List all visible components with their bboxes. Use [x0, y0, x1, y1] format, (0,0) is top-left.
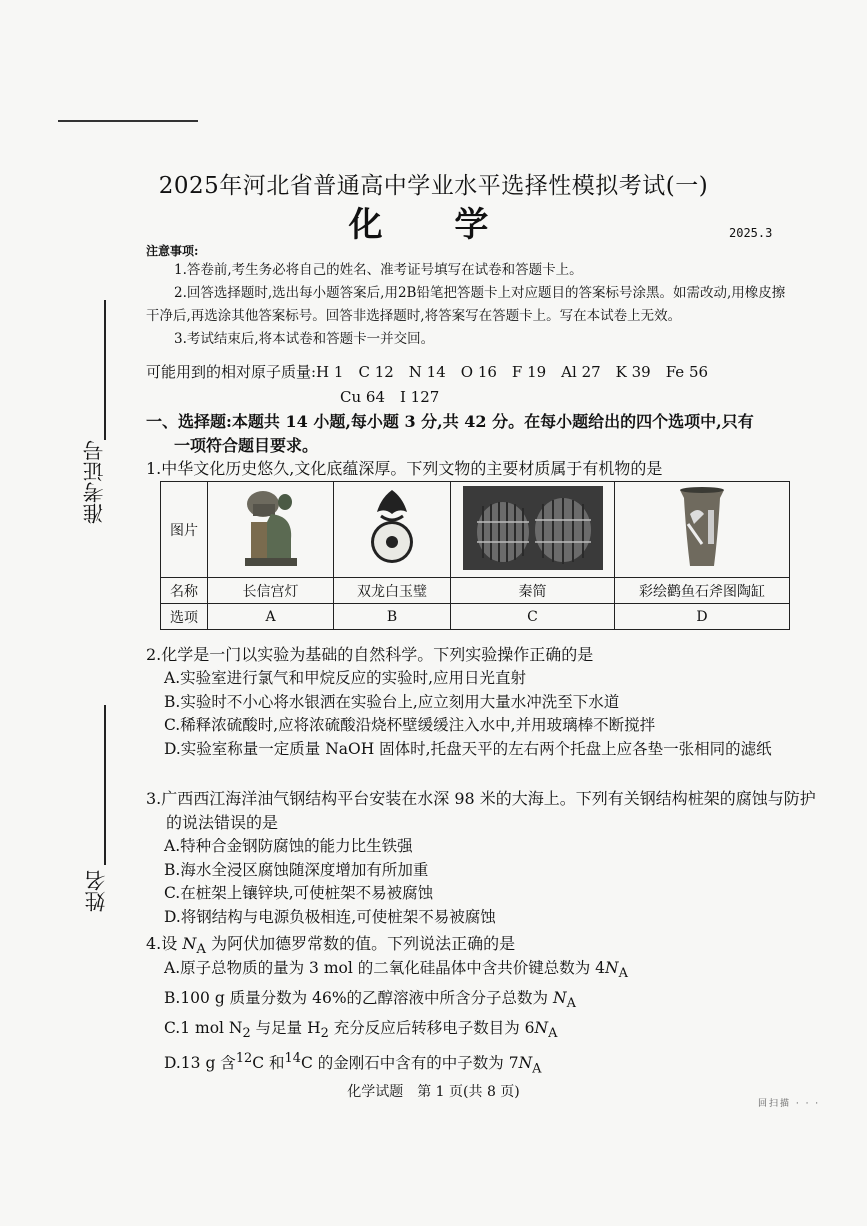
notice-heading: 注意事项: [146, 244, 199, 258]
notice-item: 1.答卷前,考生务必将自己的姓名、准考证号填写在试卷和答题卡上。 [174, 262, 583, 278]
q3-stem: 3.广西西江海洋油气钢结构平台安装在水深 98 米的大海上。下列有关钢结构桩架的腐蚀与防护的说法错误的是 [146, 789, 816, 832]
option: A.特种合金钢防腐蚀的能力比生铁强 [164, 837, 413, 855]
scan-edge-line [58, 120, 198, 122]
q1-stem: 1.中华文化历史悠久,文化底蕴深厚。下列文物的主要材质属于有机物的是 [146, 459, 663, 478]
avogadro-sub: A [618, 966, 628, 982]
q4-a-text: A.原子总物质的量为 3 mol 的二氧化硅晶体中含共价键总数为 4 [164, 959, 606, 977]
option: B.海水全浸区腐蚀随深度增加有所加重 [164, 860, 429, 879]
exam-id-label: 准考证号 [82, 440, 106, 524]
relic-option: A [208, 604, 334, 630]
notice-list [146, 259, 786, 351]
q4-c-post: 充分反应后转移电子数目为 6 [328, 1019, 535, 1038]
bamboo-slips-figure [463, 486, 603, 570]
q4-stem-pre: 4.设 [146, 934, 183, 953]
subscript: 2 [242, 1026, 251, 1042]
option: B.实验时不小心将水银洒在实验台上,应立刻用大量水冲洗至下水道 [164, 692, 620, 711]
page-footer: 化学试题 第 1 页(共 8 页) [347, 1084, 520, 1100]
name-line [104, 705, 106, 865]
avogadro-sub: A [196, 942, 206, 958]
option: A.实验室进行氯气和甲烷反应的实验时,应用日光直射 [164, 669, 527, 687]
option: C.稀释浓硫酸时,应将浓硫酸沿烧杯壁缓缓注入水中,并用玻璃棒不断搅拌 [164, 716, 656, 734]
section-heading: 一、选择题:本题共 14 小题,每小题 3 分,共 42 分。在每小题给出的四个选项中,只有 [146, 412, 754, 431]
avogadro-sub: A [532, 1061, 542, 1077]
option [164, 986, 804, 1016]
name-label: 姓名 [84, 870, 108, 912]
row-label-picture: 图片 [161, 482, 208, 578]
avogadro-symbol: N [553, 989, 567, 1008]
avogadro-symbol: N [534, 1019, 549, 1038]
row-label-name: 名称 [161, 578, 208, 604]
q4-d-mid: C 和 [252, 1054, 285, 1073]
jade-disc-figure [367, 484, 417, 572]
q4-c-pre: C.1 mol N [164, 1019, 243, 1038]
relic-option: B [334, 604, 451, 630]
option [164, 956, 804, 986]
notice-item: 2.回答选择题时,选出每小题答案后,用2B铅笔把答题卡上对应题目的答案标号涂黑。如需改动,用橡皮擦干净后,再选涂其他答案标号。回答非选择题时,将答案写在答题卡上。写在本试卷上无效。 [146, 285, 786, 324]
relic-name: 双龙白玉璧 [334, 578, 451, 604]
atomic-masses-line2: Cu 64 I 127 [340, 388, 440, 406]
avogadro-sub: A [548, 1026, 558, 1042]
subject-title: 化 学 [348, 205, 519, 245]
relic-image-lamp [208, 482, 334, 578]
option: D.将钢结构与电源负极相连,可使桩架不易被腐蚀 [164, 907, 496, 926]
exam-date: 2025.3 [729, 226, 773, 240]
atomic-masses-line1: 可能用到的相对原子质量:H 1 C 12 N 14 O 16 F 19 Al 27 K 39 Fe 56 [146, 363, 709, 381]
notice-item: 3.考试结束后,将本试卷和答题卡一并交回。 [174, 331, 435, 347]
q2-options [164, 667, 804, 761]
option: D.实验室称量一定质量 NaOH 固体时,托盘天平的左右两个托盘上应各垫一张相同的滤纸 [164, 739, 772, 758]
avogadro-sub: A [566, 996, 576, 1012]
row-label-option: 选项 [161, 604, 208, 630]
section-heading-cont: 一项符合题目要求。 [174, 436, 319, 455]
avogadro-symbol: N [518, 1054, 533, 1073]
q4-d-post: C 的金刚石中含有的中子数为 7 [300, 1054, 519, 1073]
relic-name: 秦简 [451, 578, 615, 604]
q3-options [164, 835, 804, 929]
exam-id-line [104, 300, 106, 440]
relic-image-jar [615, 482, 790, 578]
option: C.在桩架上镶锌块,可使桩架不易被腐蚀 [164, 884, 434, 902]
scan-watermark: 回扫描 · · · [758, 1099, 821, 1109]
exam-title: 2025年河北省普通高中学业水平选择性模拟考试(一) [158, 173, 709, 199]
relic-image-jade [334, 482, 451, 578]
superscript: 12 [235, 1051, 253, 1067]
avogadro-symbol: N [605, 959, 619, 977]
relic-image-slips [451, 482, 615, 578]
palace-lamp-figure [231, 484, 311, 572]
q1-relics-table [160, 481, 790, 630]
q4-c-mid: 与足量 H [250, 1019, 321, 1038]
relic-name: 长信宫灯 [208, 578, 334, 604]
relic-option: D [615, 604, 790, 630]
option [164, 1016, 804, 1046]
relic-name: 彩绘鹳鱼石斧图陶缸 [615, 578, 790, 604]
q2-stem: 2.化学是一门以实验为基础的自然科学。下列实验操作正确的是 [146, 645, 594, 664]
q4-stem-post: 为阿伏加德罗常数的值。下列说法正确的是 [206, 934, 516, 953]
painted-jar-figure [672, 484, 732, 572]
q4-d-pre: D.13 g 含 [164, 1054, 236, 1073]
option [164, 1046, 804, 1081]
relic-option: C [451, 604, 615, 630]
avogadro-symbol: N [182, 934, 197, 953]
q4-b-text: B.100 g 质量分数为 46%的乙醇溶液中所含分子总数为 [164, 989, 553, 1008]
q4-options [164, 956, 804, 1082]
superscript: 14 [284, 1051, 301, 1067]
subscript: 2 [320, 1026, 329, 1042]
